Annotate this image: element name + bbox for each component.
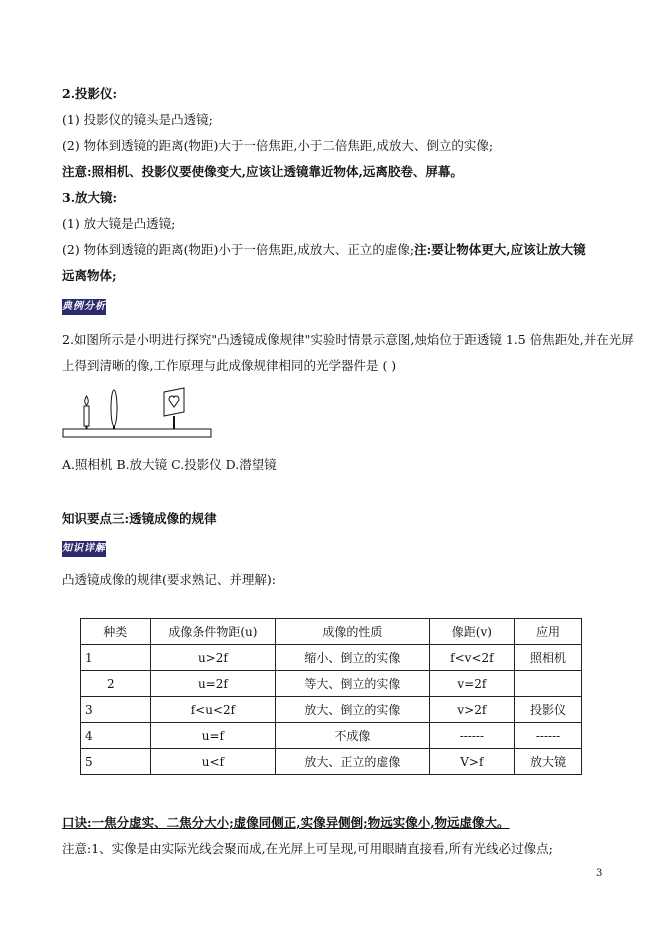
optical-bench: [63, 429, 211, 437]
note-segment: 注:要让物体更大,应该让放大镜: [414, 242, 586, 257]
table-cell: 放大、倒立的实像: [276, 697, 429, 723]
note-line: 注意:照相机、投影仪要使像变大,应该让透镜靠近物体,远离胶卷、屏幕。: [62, 164, 463, 179]
note-line: 远离物体;: [62, 268, 117, 283]
section-title-projector: 2.投影仪:: [62, 86, 118, 101]
table-cell: 照相机: [515, 645, 582, 671]
table-header-cell: 成像的性质: [276, 619, 429, 645]
table-cell: ------: [515, 723, 582, 749]
section-title-magnifier: 3.放大镜:: [62, 190, 118, 205]
rules-intro: 凸透镜成像的规律(要求熟记、并理解):: [62, 572, 276, 587]
table-cell: ------: [429, 723, 514, 749]
table-cell: 等大、倒立的实像: [276, 671, 429, 697]
table-cell: 4: [81, 723, 151, 749]
table-header-cell: 种类: [81, 619, 151, 645]
text-line: (1) 放大镜是凸透镜;: [62, 216, 176, 231]
text-line: [62, 241, 586, 259]
table-cell: V>f: [429, 749, 514, 775]
convex-lens-icon: [111, 390, 117, 429]
candle-icon: [84, 396, 89, 429]
light-screen-icon: [164, 388, 184, 429]
table-cell: 投影仪: [515, 697, 582, 723]
table-cell: f<u<2f: [150, 697, 276, 723]
lens-experiment-figure: [62, 384, 214, 442]
text-line: (1) 投影仪的镜头是凸透镜;: [62, 112, 213, 127]
table-cell: 1: [81, 645, 151, 671]
table-cell: v>2f: [429, 697, 514, 723]
table-cell: v=2f: [429, 671, 514, 697]
table-row: [81, 671, 582, 697]
page-number: 3: [596, 868, 603, 879]
table-cell: f<v<2f: [429, 645, 514, 671]
knowledge-point-title: 知识要点三:透镜成像的规律: [62, 511, 217, 526]
badge-example-analysis: 典例分析: [62, 299, 106, 315]
badge-knowledge-detail: 知识详解: [62, 541, 106, 557]
question-line: 2.如图所示是小明进行探究"凸透镜成像规律"实验时情景示意图,烛焰位于距透镜 1.5 倍焦距处,并在光屏: [62, 332, 634, 347]
answer-options: A.照相机 B.放大镜 C.投影仪 D.潜望镜: [62, 457, 277, 472]
lens-imaging-rules-table: [80, 618, 582, 775]
table-header-cell: 应用: [515, 619, 582, 645]
table-cell: 3: [81, 697, 151, 723]
table-cell: u=2f: [150, 671, 276, 697]
table-cell: 缩小、倒立的实像: [276, 645, 429, 671]
table-header-row: [81, 619, 582, 645]
table-row: [81, 645, 582, 671]
table-cell: u>2f: [150, 645, 276, 671]
text-line: (2) 物体到透镜的距离(物距)大于一倍焦距,小于二倍焦距,成放大、倒立的实像;: [62, 138, 494, 153]
table-header-cell: 像距(v): [429, 619, 514, 645]
question-line: 上得到清晰的像,工作原理与此成像规律相同的光学器件是 ( ): [62, 358, 397, 373]
table-row: [81, 749, 582, 775]
note-line: 注意:1、实像是由实际光线会聚而成,在光屏上可呈现,可用眼睛直接看,所有光线必过像点;: [62, 841, 553, 856]
table-cell: 不成像: [276, 723, 429, 749]
table-header-cell: 成像条件物距(u): [150, 619, 276, 645]
table-cell: 2: [81, 671, 151, 697]
table-cell: u<f: [150, 749, 276, 775]
table-cell: u=f: [150, 723, 276, 749]
table-cell: 放大镜: [515, 749, 582, 775]
text-segment: (2) 物体到透镜的距离(物距)小于一倍焦距,成放大、正立的虚像;: [62, 242, 415, 257]
table-cell: 放大、正立的虚像: [276, 749, 429, 775]
table-cell: [515, 671, 582, 697]
table-cell: 5: [81, 749, 151, 775]
mnemonic-line: 口诀:一焦分虚实、二焦分大小;虚像同侧正,实像异侧倒;物远实像小,物远虚像大。: [62, 815, 510, 830]
table-row: [81, 723, 582, 749]
table-row: [81, 697, 582, 723]
